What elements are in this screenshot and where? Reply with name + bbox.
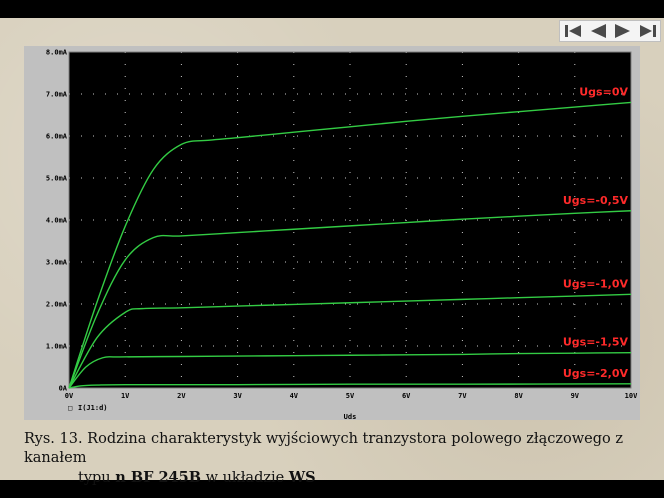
y-axis-ticks [46,49,68,393]
figure-caption [24,430,654,488]
y-tick-label: 1.0mA [45,342,67,351]
y-tick-label: 4.0mA [45,216,67,225]
x-tick-label: 1V [120,392,130,400]
chart-panel [24,46,640,420]
x-tick-label: 2V [177,392,186,400]
x-tick-label: 8V [514,392,523,400]
x-tick-label: 6V [401,392,411,400]
x-tick-label: 4V [289,392,299,400]
caption-line-1: Rys. 13. Rodzina charakterystyk wyjściowych tranzystora polowego złączowego z kanałem [24,431,624,466]
y-tick-label: 8.0mA [45,48,67,57]
x-tick-label: 0V [64,392,74,400]
x-tick-label: 7V [458,392,467,400]
x-axis-ticks [65,392,638,400]
x-tick-label: 3V [233,392,242,400]
x-tick-label: 10V [624,392,638,400]
caption-configuration: WS [288,469,316,486]
caption-transistor-type: n BF 245B [115,469,201,486]
y-tick-label: 3.0mA [45,258,67,267]
y-tick-label: 5.0mA [45,174,67,183]
legend-entry: I(J1:d) [78,404,108,412]
y-tick-label: 6.0mA [45,132,67,141]
caption-text: w układzie [200,470,289,486]
series-label-3: Ugs=-1,5V [562,335,628,349]
series-label-4: Ugs=-2,0V [562,366,628,380]
x-tick-label: 9V [570,392,580,400]
y-tick-label: 0A [58,384,67,393]
previous-page-button[interactable] [587,22,609,40]
caption-line-2 [24,468,654,488]
last-page-button[interactable] [637,22,659,40]
x-tick-label: 5V [345,392,355,400]
legend-marker: □ [68,404,73,412]
triangle-left-icon [588,23,608,39]
triangle-right-icon [613,23,633,39]
first-page-button[interactable] [562,22,584,40]
y-tick-label: 2.0mA [45,300,67,309]
x-axis-title: Uds [343,413,357,420]
series-label-0: Ugs=0V [579,85,628,99]
next-page-button[interactable] [612,22,634,40]
skip-to-start-icon [563,23,583,39]
skip-to-end-icon [638,23,658,39]
output-characteristics-chart [24,46,640,420]
slide-navigation [559,20,661,42]
series-label-1: Ugs=-0,5V [562,193,628,207]
series-label-2: Ugs=-1,0V [562,277,628,291]
y-tick-label: 7.0mA [45,90,67,99]
caption-text: typu [78,470,116,486]
